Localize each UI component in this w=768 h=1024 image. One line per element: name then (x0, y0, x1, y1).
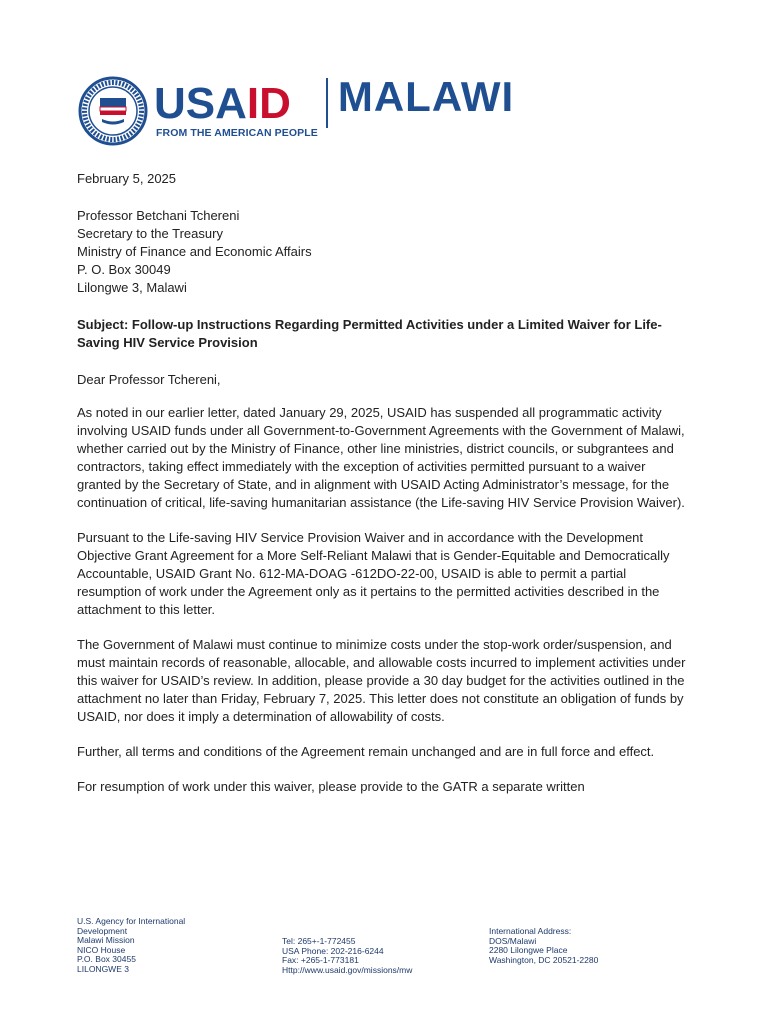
footer-line: Washington, DC 20521-2280 (489, 954, 599, 965)
usaid-seal-icon (78, 76, 148, 146)
recipient-address (77, 207, 689, 297)
letter-salutation: Dear Professor Tchereni, (77, 372, 221, 387)
letter-paragraph: Further, all terms and conditions of the Agreement remain unchanged and are in full force and effect. (77, 744, 655, 759)
footer-line: LILONGWE 3 (77, 963, 129, 974)
footer-line: Malawi Mission (77, 935, 135, 945)
usaid-tagline: FROM THE AMERICAN PEOPLE (156, 127, 318, 139)
letter-date: February 5, 2025 (77, 171, 177, 186)
letter-paragraph: Pursuant to the Life-saving HIV Service Provision Waiver and in accordance with the Development Objective Grant Agreement for a More Self-Reliant Malawi that is Gender-Equitable and Democratically Accountable, USAID Grant No. 612-MA-DOAG -612DO-22-00, USAID is able to permit a partial resumption of work under the Agreement only as it pertains to the permitted activities described in the attachment to this letter. (77, 530, 670, 617)
footer-line: Fax: +265-1-773181 (282, 955, 359, 965)
letter-paragraph: The Government of Malawi must continue to minimize costs under the stop-work order/suspension, and must maintain records of reasonable, allocable, and allowable costs incurred to implement activities under this waiver for USAID’s review. In addition, please provide a 30 day budget for the activities outlined in the attachment no later than Friday, February 7, 2025. This letter does not constitute an obligation of funds by USAID, nor does it imply a determination of allowability of costs. (77, 637, 686, 724)
recipient-line: Lilongwe 3, Malawi (77, 280, 187, 295)
logo-divider (326, 78, 328, 128)
letter-subject: Subject: Follow-up Instructions Regarding Permitted Activities under a Limited Waiver for Life-Saving HIV Service Provision (77, 317, 662, 350)
footer-international-address (489, 927, 669, 965)
country-name: MALAWI (337, 73, 515, 120)
letterhead (78, 73, 515, 146)
recipient-line: Ministry of Finance and Economic Affairs (77, 244, 312, 259)
usaid-logo-text: USAID (154, 79, 291, 128)
footer-contact (282, 937, 462, 975)
recipient-line: P. O. Box 30049 (77, 262, 171, 277)
recipient-line: Professor Betchani Tchereni (77, 208, 240, 223)
footer-line: NICO House (77, 944, 126, 955)
footer-line: Tel: 265+-1-772455 (282, 936, 356, 946)
footer-line: USA Phone: 202-216-6244 (282, 945, 384, 956)
footer-mission-address (77, 917, 227, 974)
footer-line: 2280 Lilongwe Place (489, 945, 568, 955)
letter-paragraph: As noted in our earlier letter, dated January 29, 2025, USAID has suspended all programmatic activity involving USAID funds under all Government-to-Government Agreements with the Government of Malawi, whether carried out by the Ministry of Finance, other line ministries, district councils, or subgrantees and contractors, taking effect immediately with the exception of activities permitted pursuant to a waiver granted by the Secretary of State, and in alignment with USAID Acting Administrator’s message, for the continuation of critical, life-saving humanitarian assistance (the Life-saving HIV Service Provision Waiver). (77, 405, 685, 510)
footer-line: International Address: (489, 926, 572, 936)
footer-line: P.O. Box 30455 (77, 954, 136, 964)
usaid-wordmark (154, 79, 318, 139)
footer-line: U.S. Agency for International (77, 916, 186, 926)
recipient-line: Secretary to the Treasury (77, 226, 223, 241)
letter-body (77, 170, 689, 813)
footer-line: DOS/Malawi (489, 935, 537, 946)
footer-line: Development (77, 925, 128, 936)
letter-paragraph: For resumption of work under this waiver, please provide to the GATR a separate written (77, 779, 585, 794)
footer-website[interactable]: Http://www.usaid.gov/missions/mw (282, 964, 413, 975)
